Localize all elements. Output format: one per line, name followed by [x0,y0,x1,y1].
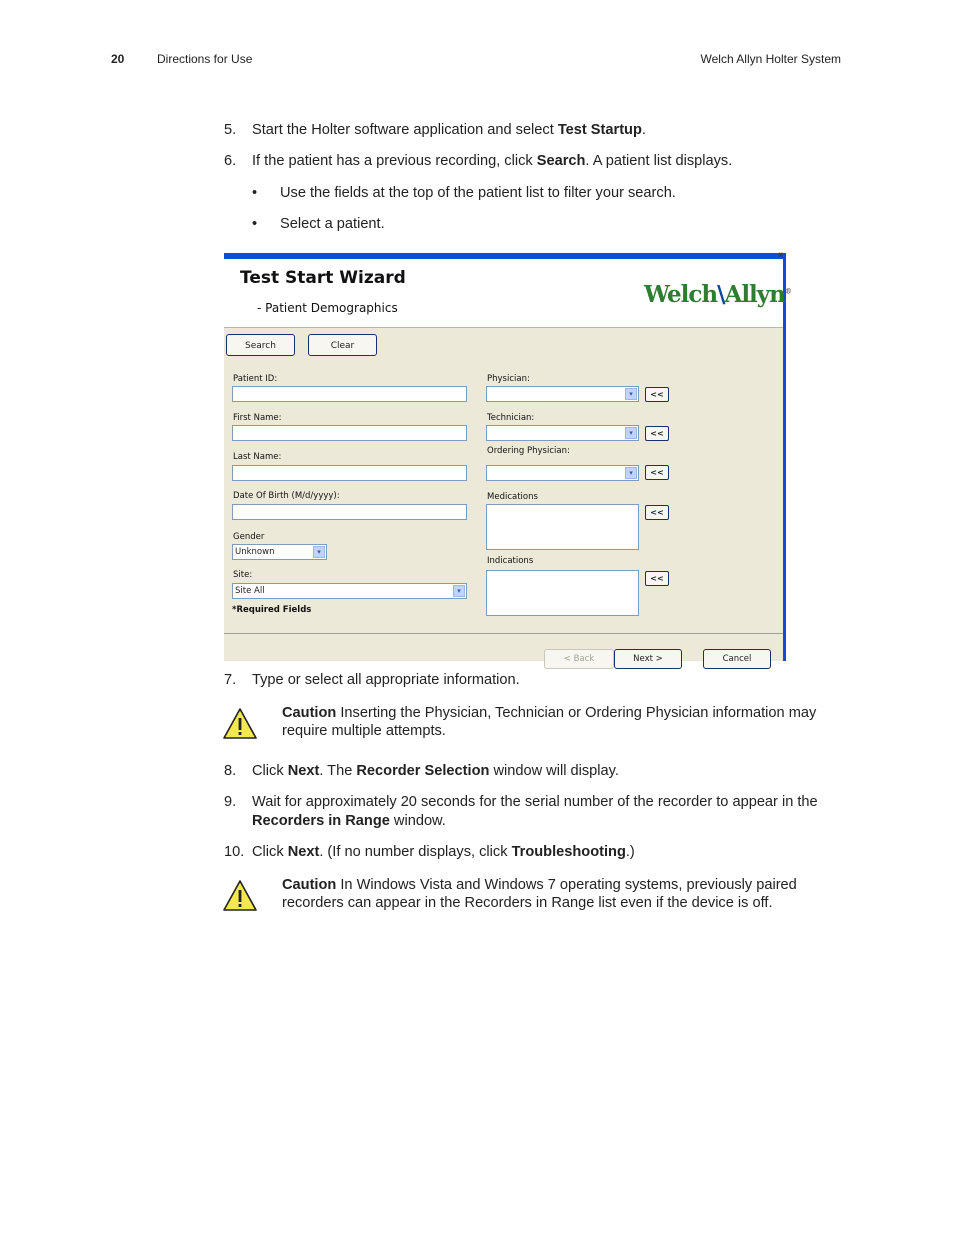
physician-label: Physician: [487,374,530,384]
wizard-screenshot [224,250,791,664]
step-text [252,793,842,831]
welch-allyn-logo [644,281,791,308]
footer-divider [224,633,783,634]
step-text-part: window. [389,813,446,829]
caution-text [282,704,842,740]
step-bold-term: Recorder Selection [356,763,490,779]
page-number: 20 [111,52,125,66]
step-number: 9. [224,794,237,810]
medications-label: Medications [487,492,538,502]
product-name: Welch Allyn Holter System [700,52,841,66]
chevron-down-icon[interactable]: ▾ [625,388,637,400]
doc-title: Directions for Use [157,52,253,66]
gender-label: Gender [233,532,265,542]
step-number: 10. [224,844,245,860]
wizard-title: Test Start Wizard [240,268,406,288]
step-text-part: window will display. [489,763,619,779]
logo-text: Welch [644,281,718,308]
last-name-label: Last Name: [233,452,282,462]
dob-input[interactable] [232,504,467,520]
technician-label: Technician: [487,413,535,423]
bullet-dot: • [252,216,258,232]
step-text [252,762,842,781]
step-text-part: . (If no number displays, click [319,844,512,860]
step-text-part: . [641,122,646,138]
wizard-subtitle: - Patient Demographics [257,301,398,315]
step-text [252,121,842,140]
caution-label: Caution [282,705,337,721]
step-text-part: .) [625,844,635,860]
page-header [0,52,954,68]
step-number: 5. [224,122,237,138]
logo-mark: \ [717,281,725,308]
step-text [252,152,842,171]
add-medications-button[interactable]: << [645,505,669,520]
add-technician-button[interactable]: << [645,426,669,441]
next-button[interactable]: Next > [614,649,682,669]
indications-label: Indications [487,556,534,566]
caution-body: Inserting the Physician, Technician or Ordering Physician information may require multiple attempts. [282,705,817,739]
gender-select[interactable] [232,544,327,560]
add-indications-button[interactable]: << [645,571,669,586]
gender-value: Unknown [235,547,275,557]
chevron-down-icon[interactable]: ▾ [453,585,465,597]
site-select[interactable] [232,583,467,599]
step-bold-term: Test Startup [557,122,642,138]
step-bold-term: Recorders in Range [252,813,390,829]
first-name-input[interactable] [232,425,467,441]
technician-select[interactable] [486,425,639,441]
step-text: Type or select all appropriate information. [252,672,520,688]
required-fields-note: *Required Fields [232,605,312,615]
close-icon[interactable]: x [778,250,783,259]
dob-label: Date Of Birth (M/d/yyyy): [233,491,340,501]
patient-id-label: Patient ID: [233,374,278,384]
medications-textarea[interactable] [486,504,639,550]
physician-select[interactable] [486,386,639,402]
cancel-button[interactable]: Cancel [703,649,771,669]
caution-body: In Windows Vista and Windows 7 operating systems, previously paired recorders can appear in the Recorders in Range list even if the device is off. [282,877,797,911]
bullet-text: Use the fields at the top of the patient list to filter your search. [280,185,676,201]
back-button[interactable]: < Back [544,649,614,669]
chevron-down-icon[interactable]: ▾ [313,546,325,558]
first-name-label: First Name: [233,413,282,423]
chevron-down-icon[interactable]: ▾ [625,467,637,479]
site-label: Site: [233,570,253,580]
search-button[interactable]: Search [226,334,295,356]
window-border [783,253,786,661]
step-number: 7. [224,672,237,688]
step-bold-term: Next [287,763,320,779]
step-text-part: Wait for approximately 20 seconds for the serial number of the recorder to appear in the [252,794,818,810]
add-physician-button[interactable]: << [645,387,669,402]
bullet-dot: • [252,185,258,201]
step-text [252,843,842,862]
step-number: 8. [224,763,237,779]
logo-registered: ® [784,287,791,296]
ordering-physician-label: Ordering Physician: [487,446,570,456]
clear-button[interactable]: Clear [308,334,377,356]
step-text-part: . A patient list displays. [585,153,733,169]
wizard-header [224,259,791,328]
patient-id-input[interactable] [232,386,467,402]
step-number: 6. [224,153,237,169]
caution-text [282,876,842,912]
step-text-part: Click [252,763,288,779]
step-text-part: If the patient has a previous recording, click [252,153,537,169]
warning-icon [222,879,258,913]
caution-label: Caution [282,877,337,893]
last-name-input[interactable] [232,465,467,481]
bullet-text: Select a patient. [280,216,385,232]
step-bold-term: Search [536,153,586,169]
site-value: Site All [235,586,265,596]
chevron-down-icon[interactable]: ▾ [625,427,637,439]
step-bold-term: Troubleshooting [511,844,626,860]
logo-text: Allyn [724,281,785,308]
step-text-part: Start the Holter software application and select [252,122,558,138]
step-bold-term: Next [287,844,320,860]
step-text-part: Click [252,844,288,860]
step-text-part: . The [319,763,357,779]
warning-icon [222,707,258,741]
add-ordering-physician-button[interactable]: << [645,465,669,480]
ordering-physician-select[interactable] [486,465,639,481]
indications-textarea[interactable] [486,570,639,616]
